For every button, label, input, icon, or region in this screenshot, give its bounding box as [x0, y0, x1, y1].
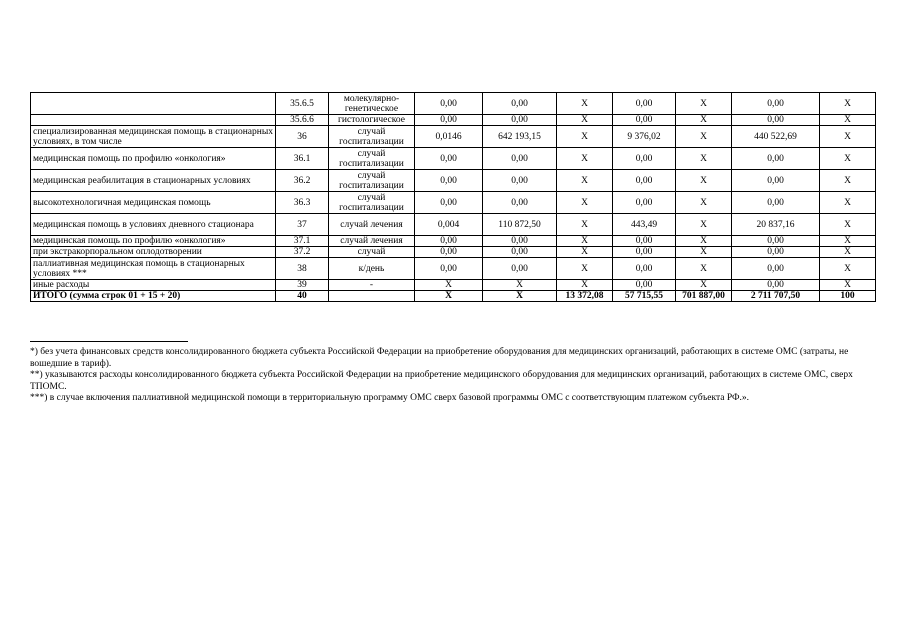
- table-row: [31, 115, 876, 126]
- value-cell-3: X: [557, 214, 613, 236]
- value-cell-4: 0,00: [613, 93, 676, 115]
- value-cell-6: 0,00: [732, 148, 820, 170]
- value-cell-6: 0,00: [732, 236, 820, 247]
- unit-cell: к/день: [329, 258, 415, 280]
- row-name: медицинская помощь по профилю «онкология»: [31, 236, 276, 247]
- table-row: [31, 214, 876, 236]
- unit-cell: [329, 291, 415, 302]
- value-cell-2: X: [483, 291, 557, 302]
- unit-cell: случай лечения: [329, 214, 415, 236]
- value-cell-1: 0,00: [415, 148, 483, 170]
- value-cell-7: 100: [820, 291, 876, 302]
- unit-cell: случай госпитализации: [329, 126, 415, 148]
- value-cell-4: 0,00: [613, 236, 676, 247]
- table-row: [31, 236, 876, 247]
- value-cell-3: X: [557, 247, 613, 258]
- value-cell-1: 0,00: [415, 93, 483, 115]
- value-cell-3: X: [557, 280, 613, 291]
- value-cell-7: X: [820, 170, 876, 192]
- row-name: паллиативная медицинская помощь в стационарных условиях ***: [31, 258, 276, 280]
- value-cell-4: 0,00: [613, 115, 676, 126]
- value-cell-4: 443,49: [613, 214, 676, 236]
- value-cell-6: 2 711 707,50: [732, 291, 820, 302]
- row-name: медицинская реабилитация в стационарных условиях: [31, 170, 276, 192]
- value-cell-4: 9 376,02: [613, 126, 676, 148]
- footnote-separator: [30, 341, 188, 342]
- financing-table: [30, 92, 876, 302]
- row-name: высокотехнологичная медицинская помощь: [31, 192, 276, 214]
- value-cell-4: 0,00: [613, 280, 676, 291]
- value-cell-3: X: [557, 93, 613, 115]
- table-body: [31, 93, 876, 302]
- table-row: [31, 291, 876, 302]
- table-row: [31, 280, 876, 291]
- table-row: [31, 247, 876, 258]
- value-cell-7: X: [820, 93, 876, 115]
- unit-cell: молекулярно-генетическое: [329, 93, 415, 115]
- value-cell-5: X: [676, 258, 732, 280]
- value-cell-5: 701 887,00: [676, 291, 732, 302]
- table-row: [31, 258, 876, 280]
- table-row: [31, 93, 876, 115]
- value-cell-2: 0,00: [483, 258, 557, 280]
- value-cell-5: X: [676, 214, 732, 236]
- unit-cell: случай госпитализации: [329, 192, 415, 214]
- value-cell-2: 0,00: [483, 170, 557, 192]
- value-cell-5: X: [676, 148, 732, 170]
- value-cell-1: 0,00: [415, 170, 483, 192]
- value-cell-7: X: [820, 247, 876, 258]
- value-cell-3: X: [557, 126, 613, 148]
- unit-cell: случай госпитализации: [329, 148, 415, 170]
- value-cell-5: X: [676, 192, 732, 214]
- value-cell-1: X: [415, 280, 483, 291]
- value-cell-1: 0,00: [415, 115, 483, 126]
- unit-cell: гистологическое: [329, 115, 415, 126]
- value-cell-3: 13 372,08: [557, 291, 613, 302]
- table-row: [31, 148, 876, 170]
- value-cell-6: 0,00: [732, 192, 820, 214]
- row-code: 37.1: [276, 236, 329, 247]
- value-cell-4: 57 715,55: [613, 291, 676, 302]
- value-cell-2: X: [483, 280, 557, 291]
- value-cell-2: 0,00: [483, 148, 557, 170]
- value-cell-7: X: [820, 280, 876, 291]
- table-row: [31, 126, 876, 148]
- unit-cell: случай госпитализации: [329, 170, 415, 192]
- table-row: [31, 192, 876, 214]
- row-name: иные расходы: [31, 280, 276, 291]
- value-cell-2: 0,00: [483, 115, 557, 126]
- value-cell-5: X: [676, 236, 732, 247]
- value-cell-3: X: [557, 115, 613, 126]
- value-cell-7: X: [820, 192, 876, 214]
- value-cell-6: 0,00: [732, 247, 820, 258]
- row-code: 39: [276, 280, 329, 291]
- row-name: при экстракорпоральном оплодотворении: [31, 247, 276, 258]
- footnote-3: ***) в случае включения паллиативной медицинской помощи в территориальную программу ОМС сверх базовой программы ОМС с соответствующим платежом субъекта РФ.».: [30, 393, 749, 403]
- row-code: 37.2: [276, 247, 329, 258]
- value-cell-5: X: [676, 170, 732, 192]
- value-cell-3: X: [557, 192, 613, 214]
- value-cell-1: 0,00: [415, 236, 483, 247]
- row-name: специализированная медицинская помощь в стационарных условиях, в том числе: [31, 126, 276, 148]
- value-cell-7: X: [820, 214, 876, 236]
- value-cell-2: 0,00: [483, 93, 557, 115]
- value-cell-3: X: [557, 236, 613, 247]
- value-cell-7: X: [820, 126, 876, 148]
- value-cell-5: X: [676, 115, 732, 126]
- footnotes: [30, 347, 880, 405]
- value-cell-1: 0,004: [415, 214, 483, 236]
- value-cell-7: X: [820, 148, 876, 170]
- row-code: 36.1: [276, 148, 329, 170]
- value-cell-4: 0,00: [613, 170, 676, 192]
- value-cell-6: 20 837,16: [732, 214, 820, 236]
- value-cell-3: X: [557, 170, 613, 192]
- row-code: 38: [276, 258, 329, 280]
- row-code: 36.2: [276, 170, 329, 192]
- value-cell-2: 642 193,15: [483, 126, 557, 148]
- value-cell-1: X: [415, 291, 483, 302]
- row-code: 40: [276, 291, 329, 302]
- row-name: ИТОГО (сумма строк 01 + 15 + 20): [31, 291, 276, 302]
- unit-cell: -: [329, 280, 415, 291]
- value-cell-6: 0,00: [732, 115, 820, 126]
- value-cell-6: 0,00: [732, 258, 820, 280]
- row-name: [31, 93, 276, 115]
- row-name: [31, 115, 276, 126]
- value-cell-2: 110 872,50: [483, 214, 557, 236]
- unit-cell: случай: [329, 247, 415, 258]
- value-cell-4: 0,00: [613, 148, 676, 170]
- value-cell-6: 0,00: [732, 280, 820, 291]
- value-cell-5: X: [676, 93, 732, 115]
- row-name: медицинская помощь по профилю «онкология»: [31, 148, 276, 170]
- value-cell-6: 0,00: [732, 170, 820, 192]
- value-cell-7: X: [820, 236, 876, 247]
- value-cell-7: X: [820, 115, 876, 126]
- value-cell-1: 0,00: [415, 258, 483, 280]
- value-cell-6: 0,00: [732, 93, 820, 115]
- row-code: 35.6.6: [276, 115, 329, 126]
- value-cell-4: 0,00: [613, 192, 676, 214]
- value-cell-5: X: [676, 280, 732, 291]
- footnote-2: **) указываются расходы консолидированного бюджета субъекта Российской Федерации на приобретение медицинского оборудования для медицинских организаций, работающих в системе ОМС, сверх ТПОМС.: [30, 370, 853, 392]
- value-cell-1: 0,00: [415, 247, 483, 258]
- unit-cell: случай лечения: [329, 236, 415, 247]
- row-code: 36.3: [276, 192, 329, 214]
- value-cell-2: 0,00: [483, 247, 557, 258]
- value-cell-7: X: [820, 258, 876, 280]
- value-cell-2: 0,00: [483, 192, 557, 214]
- row-code: 37: [276, 214, 329, 236]
- table-row: [31, 170, 876, 192]
- row-code: 35.6.5: [276, 93, 329, 115]
- value-cell-3: X: [557, 148, 613, 170]
- value-cell-5: X: [676, 126, 732, 148]
- value-cell-1: 0,0146: [415, 126, 483, 148]
- value-cell-4: 0,00: [613, 247, 676, 258]
- value-cell-5: X: [676, 247, 732, 258]
- value-cell-3: X: [557, 258, 613, 280]
- value-cell-4: 0,00: [613, 258, 676, 280]
- value-cell-1: 0,00: [415, 192, 483, 214]
- row-name: медицинская помощь в условиях дневного стационара: [31, 214, 276, 236]
- value-cell-2: 0,00: [483, 236, 557, 247]
- row-code: 36: [276, 126, 329, 148]
- value-cell-6: 440 522,69: [732, 126, 820, 148]
- footnote-1: *) без учета финансовых средств консолидированного бюджета субъекта Российской Федерации на приобретение оборудования для медицинских организаций, работающих в системе ОМС (затраты, не вошедшие в тариф).: [30, 347, 849, 369]
